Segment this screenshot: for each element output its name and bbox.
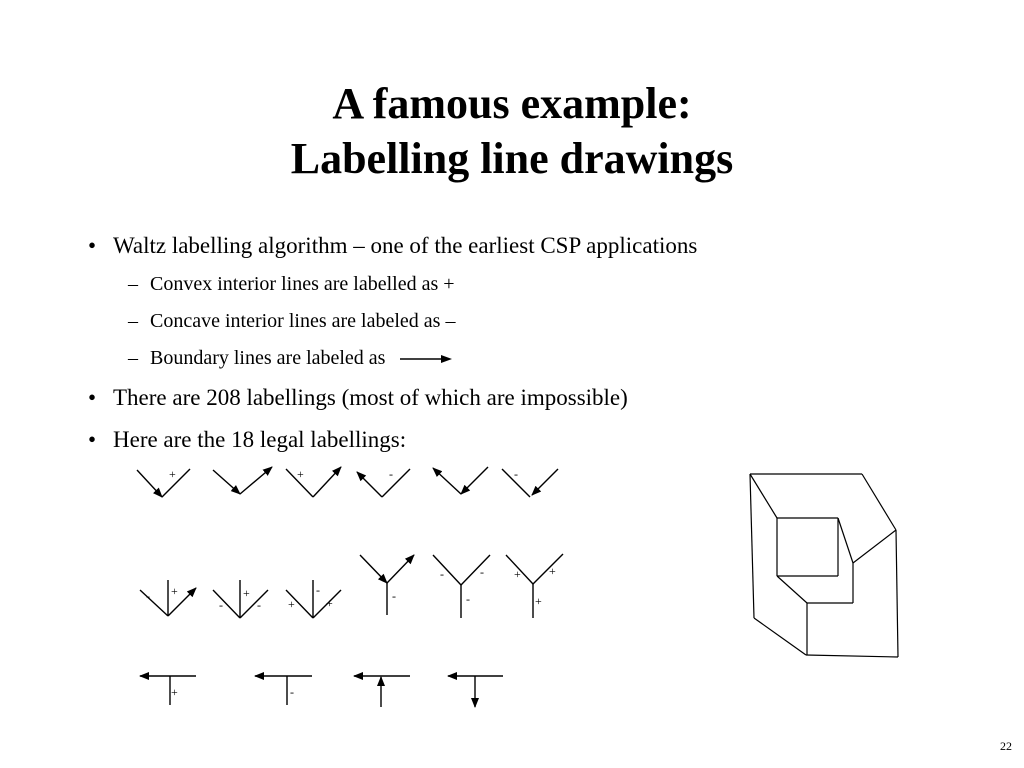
l-junction-2 bbox=[213, 467, 272, 494]
sub-text: Convex interior lines are labelled as bbox=[150, 273, 444, 295]
sub-dash: – bbox=[128, 310, 138, 332]
l-junction-4 bbox=[357, 469, 410, 497]
l-junction-1 bbox=[137, 469, 190, 497]
bullet-dot: • bbox=[88, 233, 97, 258]
sub-dash: – bbox=[128, 347, 138, 369]
title-line-1: A famous example: bbox=[332, 79, 692, 128]
bullet-text: There are 208 labellings (most of which are impossible) bbox=[113, 385, 628, 410]
sub-text: Boundary lines are labeled as bbox=[150, 347, 386, 369]
bullet-text: Here are the 18 legal labellings: bbox=[113, 427, 407, 452]
label-minus: - bbox=[514, 467, 518, 481]
label-plus: + bbox=[535, 594, 542, 608]
l-junction-6 bbox=[502, 469, 558, 497]
label-plus: + bbox=[514, 567, 521, 581]
t-junction-4 bbox=[448, 676, 503, 707]
bullet-text: Waltz labelling algorithm – one of the earliest CSP applications bbox=[113, 233, 698, 258]
sub-text: Concave interior lines are labeled as bbox=[150, 310, 446, 332]
bullet-dot: • bbox=[88, 385, 97, 410]
l-junction-3 bbox=[286, 467, 341, 497]
convex-symbol: + bbox=[443, 273, 455, 295]
concave-symbol: – bbox=[445, 310, 456, 332]
label-minus: - bbox=[257, 598, 261, 612]
t-junction-1 bbox=[140, 676, 196, 705]
label-plus: + bbox=[297, 467, 304, 481]
block-line-drawing bbox=[750, 474, 898, 657]
label-minus: - bbox=[480, 565, 484, 579]
label-minus: - bbox=[392, 589, 396, 603]
label-minus: - bbox=[290, 685, 294, 699]
label-minus: - bbox=[466, 592, 470, 606]
page-number: 22 bbox=[1000, 739, 1012, 753]
l-junction-5 bbox=[433, 467, 488, 494]
bullet-dot: • bbox=[88, 427, 97, 452]
title-line-2: Labelling line drawings bbox=[290, 134, 734, 183]
label-minus: - bbox=[316, 583, 320, 597]
label-plus: + bbox=[171, 685, 178, 699]
sub-dash: – bbox=[128, 273, 138, 295]
label-minus: - bbox=[440, 567, 444, 581]
label-plus: + bbox=[549, 564, 556, 578]
label-minus: - bbox=[219, 598, 223, 612]
label-plus: + bbox=[326, 596, 333, 610]
t-junction-2 bbox=[255, 676, 312, 705]
label-plus: + bbox=[171, 584, 178, 598]
label-plus: + bbox=[169, 467, 176, 481]
fork-junction-1 bbox=[360, 555, 414, 615]
label-plus: + bbox=[288, 597, 295, 611]
t-junction-3 bbox=[354, 676, 410, 707]
label-plus: + bbox=[243, 586, 250, 600]
label-minus: - bbox=[146, 589, 150, 603]
label-minus: - bbox=[389, 467, 393, 481]
